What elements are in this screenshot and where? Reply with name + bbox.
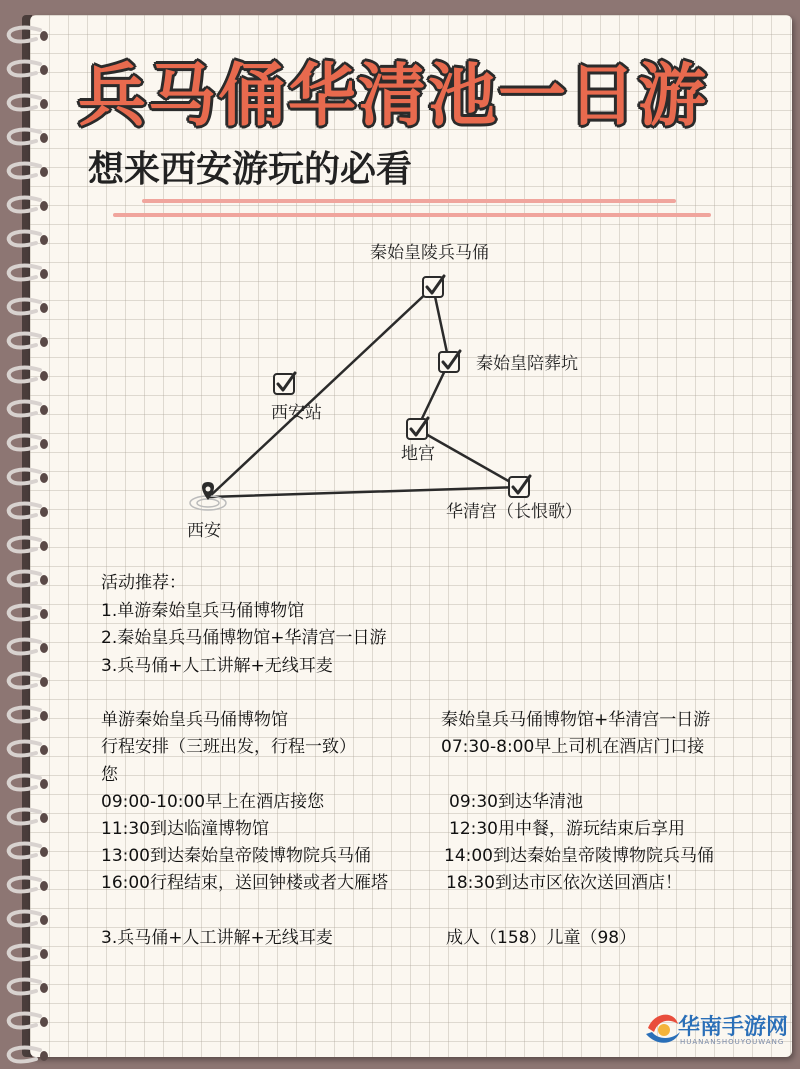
itinerary-left-line: 09:00-10:00早上在酒店接您 bbox=[101, 792, 325, 812]
location-label-terracotta: 秦始皇陵兵马俑 bbox=[370, 243, 489, 263]
activity-item: 2.秦始皇兵马俑博物馆+华清宫一日游 bbox=[101, 628, 387, 648]
itinerary-left-line: 13:00到达秦始皇帝陵博物院兵马俑 bbox=[101, 846, 371, 866]
location-label-xian-station: 西安站 bbox=[271, 403, 322, 423]
checkbox-icon bbox=[407, 418, 428, 439]
itinerary-right-line: 09:30到达华清池 bbox=[449, 792, 583, 812]
page-subtitle: 想来西安游玩的必看 bbox=[88, 149, 413, 190]
itinerary-right-line: 14:00到达秦始皇帝陵博物院兵马俑 bbox=[444, 846, 714, 866]
location-label-burial-pit: 秦始皇陪葬坑 bbox=[476, 354, 578, 374]
activity-item: 1.单游秦始皇兵马俑博物馆 bbox=[101, 601, 305, 621]
checkbox-icon bbox=[509, 476, 530, 497]
itinerary-left-title: 单游秦始皇兵马俑博物馆 bbox=[101, 710, 288, 730]
itinerary-right-line: 12:30用中餐，游玩结束后享用 bbox=[449, 819, 685, 839]
watermark-sub: HUANANSHOUYOUWANG bbox=[680, 1038, 785, 1046]
checkbox-icon bbox=[423, 276, 444, 297]
checkbox-icon bbox=[274, 373, 295, 394]
itinerary-left-line: 16:00行程结束，送回钟楼或者大雁塔 bbox=[101, 873, 388, 893]
activity-item: 3.兵马俑+人工讲解+无线耳麦 bbox=[101, 656, 333, 676]
checkbox-icon bbox=[439, 351, 460, 372]
route-line bbox=[209, 487, 519, 497]
watermark-name: 华南手游网 bbox=[678, 1015, 789, 1040]
price-info: 成人（158）儿童（98） bbox=[446, 928, 637, 948]
itinerary-left-line: 您 bbox=[101, 765, 118, 785]
itinerary-right-line: 18:30到达市区依次送回酒店！ bbox=[446, 873, 682, 893]
route-line bbox=[433, 287, 449, 362]
route-line bbox=[209, 287, 433, 497]
location-label-xian: 西安 bbox=[187, 521, 221, 541]
page-title: 兵马俑华清池一日游 bbox=[78, 57, 709, 136]
location-label-underground-palace: 地宫 bbox=[401, 444, 435, 464]
itinerary-left-line: 11:30到达临潼博物馆 bbox=[101, 819, 269, 839]
location-label-huaqing: 华清宫（长恨歌） bbox=[446, 502, 582, 522]
itinerary-left-line: 行程安排（三班出发，行程一致） bbox=[101, 737, 356, 757]
package-footer-left: 3.兵马俑+人工讲解+无线耳麦 bbox=[101, 928, 333, 948]
itinerary-right-line: 07:30-8:00早上司机在酒店门口接 bbox=[441, 737, 705, 757]
itinerary-right-title: 秦始皇兵马俑博物馆+华清宫一日游 bbox=[441, 710, 711, 730]
activities-heading: 活动推荐： bbox=[101, 573, 186, 593]
